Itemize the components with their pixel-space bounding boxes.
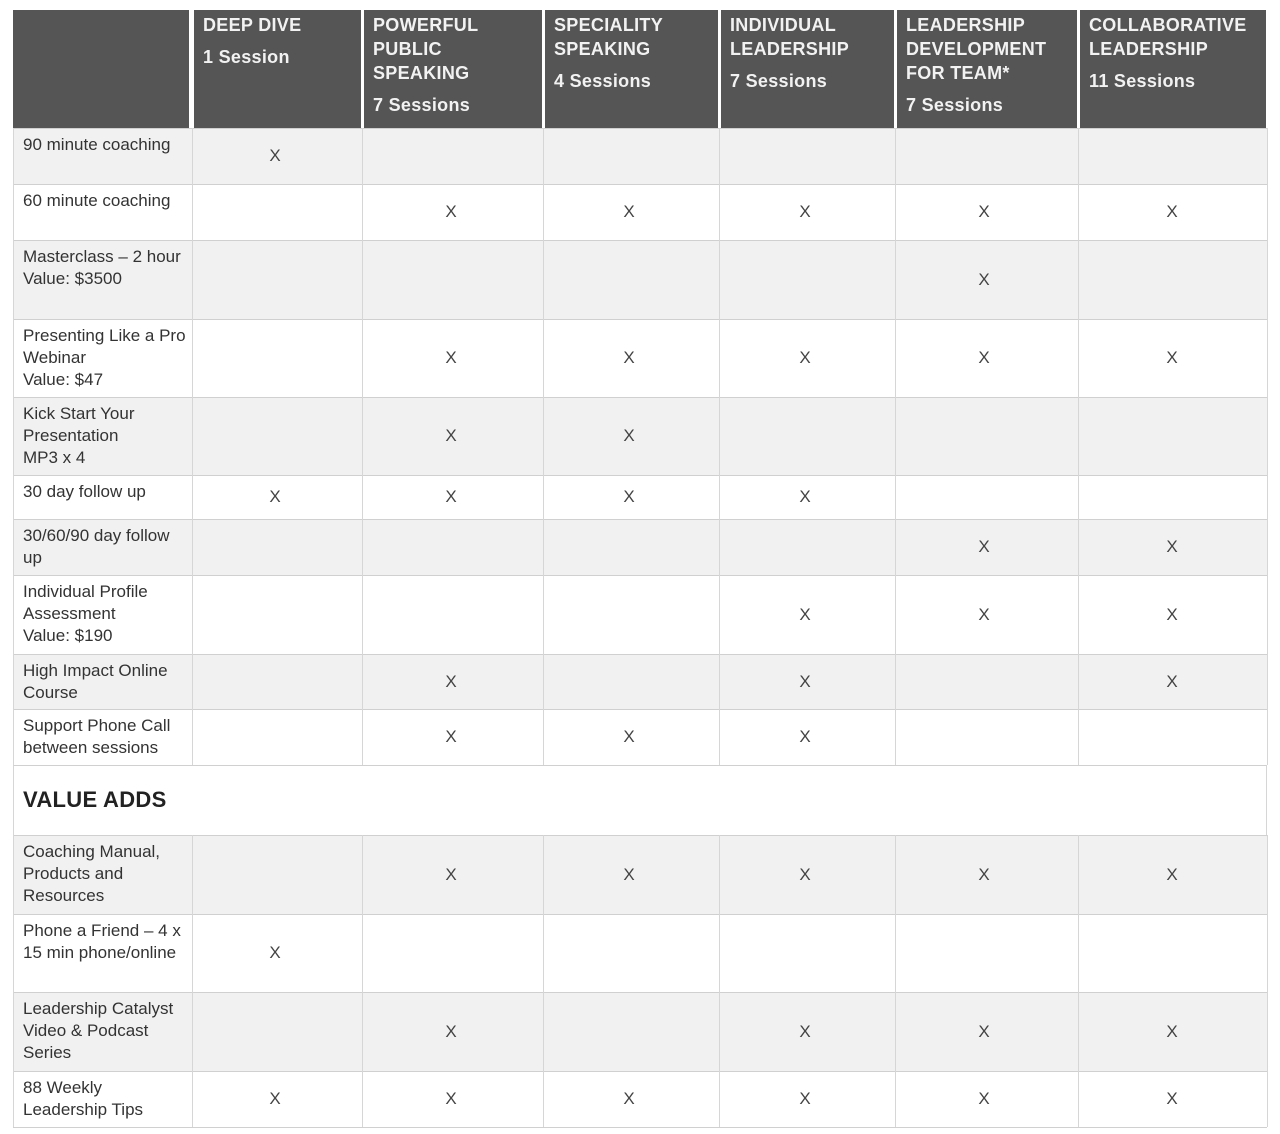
column-divider: [1078, 709, 1079, 765]
column-divider: [1078, 519, 1079, 575]
column-divider: [13, 575, 14, 654]
plan-header: [897, 10, 1077, 128]
included-mark: X: [623, 727, 635, 746]
column-divider: [192, 475, 193, 519]
column-divider: [1078, 835, 1079, 914]
column-divider: [362, 397, 363, 475]
column-divider: [192, 184, 193, 240]
column-divider: [13, 240, 14, 319]
plan-header: [721, 10, 894, 128]
column-divider: [543, 475, 544, 519]
included-mark: X: [799, 604, 811, 624]
included-mark: X: [623, 1089, 635, 1108]
plan-sessions: 7 Sessions: [906, 95, 1004, 115]
column-divider: [362, 575, 363, 654]
column-divider: [1267, 128, 1268, 184]
included-mark: X: [623, 864, 635, 884]
column-divider: [1078, 475, 1079, 519]
included-mark: X: [445, 727, 457, 746]
included-mark: X: [978, 1021, 990, 1041]
column-divider: [1267, 654, 1268, 709]
column-divider: [13, 654, 14, 709]
included-mark: X: [269, 1089, 281, 1108]
column-divider: [13, 835, 14, 914]
column-divider: [895, 575, 896, 654]
included-mark: X: [445, 671, 457, 691]
column-divider: [13, 184, 14, 240]
column-divider: [192, 1071, 193, 1127]
included-mark: X: [1166, 537, 1178, 556]
feature-label: Individual Profile Assessment Value: $190: [23, 582, 148, 645]
included-mark: X: [445, 202, 457, 221]
section-row: [13, 765, 1267, 835]
included-mark: X: [1166, 1021, 1178, 1041]
column-divider: [13, 914, 14, 992]
column-divider: [895, 128, 896, 184]
column-divider: [543, 709, 544, 765]
plan-name: LEADERSHIP DEVELOPMENT FOR TEAM*: [906, 15, 1047, 83]
column-divider: [362, 914, 363, 992]
feature-label: 30 day follow up: [23, 482, 146, 501]
column-divider: [1267, 914, 1268, 992]
column-divider: [192, 240, 193, 319]
plan-name: DEEP DIVE: [203, 15, 302, 35]
feature-label: Support Phone Call between sessions: [23, 716, 171, 757]
included-mark: X: [799, 864, 811, 884]
column-divider: [543, 319, 544, 397]
column-divider: [1078, 654, 1079, 709]
included-mark: X: [799, 1021, 811, 1041]
column-divider: [719, 1071, 720, 1127]
included-mark: X: [445, 348, 457, 367]
column-divider: [895, 519, 896, 575]
column-divider: [719, 319, 720, 397]
column-divider: [1078, 992, 1079, 1071]
feature-label: Kick Start Your Presentation MP3 x 4: [23, 404, 135, 467]
included-mark: X: [799, 202, 811, 221]
column-divider: [1267, 1071, 1268, 1127]
included-mark: X: [445, 1021, 457, 1041]
included-mark: X: [978, 202, 990, 221]
column-divider: [362, 709, 363, 765]
column-divider: [543, 184, 544, 240]
header-corner: [13, 10, 189, 128]
column-divider: [362, 1071, 363, 1127]
column-divider: [719, 914, 720, 992]
column-divider: [362, 475, 363, 519]
column-divider: [719, 397, 720, 475]
plan-sessions: 7 Sessions: [730, 71, 828, 91]
column-divider: [1078, 184, 1079, 240]
value-add-label: 88 Weekly Leadership Tips: [23, 1078, 144, 1119]
included-mark: X: [799, 671, 811, 691]
column-divider: [192, 709, 193, 765]
plan-header: [545, 10, 718, 128]
column-divider: [13, 319, 14, 397]
column-divider: [1078, 397, 1079, 475]
column-divider: [192, 992, 193, 1071]
column-divider: [895, 184, 896, 240]
included-mark: X: [445, 426, 457, 445]
column-divider: [1267, 575, 1268, 654]
column-divider: [1078, 1071, 1079, 1127]
column-divider: [192, 575, 193, 654]
included-mark: X: [799, 1089, 811, 1108]
feature-label: 90 minute coaching: [23, 135, 171, 154]
included-mark: X: [978, 348, 990, 367]
column-divider: [362, 654, 363, 709]
column-divider: [192, 654, 193, 709]
plan-header: [364, 10, 542, 128]
column-divider: [719, 519, 720, 575]
plan-sessions: 1 Session: [203, 47, 290, 67]
column-divider: [1078, 128, 1079, 184]
column-divider: [192, 128, 193, 184]
value-add-label: Coaching Manual, Products and Resources: [23, 842, 161, 905]
column-divider: [719, 128, 720, 184]
column-divider: [13, 397, 14, 475]
included-mark: X: [799, 348, 811, 367]
column-divider: [362, 835, 363, 914]
feature-label: High Impact Online Course: [23, 661, 168, 702]
value-add-label: Leadership Catalyst Video & Podcast Series: [23, 999, 174, 1062]
column-divider: [543, 575, 544, 654]
plan-name: SPECIALITY SPEAKING: [554, 15, 663, 59]
included-mark: X: [1166, 864, 1178, 884]
included-mark: X: [623, 348, 635, 367]
included-mark: X: [445, 864, 457, 884]
column-divider: [719, 240, 720, 319]
column-divider: [13, 992, 14, 1071]
plan-sessions: 4 Sessions: [554, 71, 652, 91]
column-divider: [1267, 319, 1268, 397]
plan-name: POWERFUL PUBLIC SPEAKING: [373, 15, 479, 83]
included-mark: X: [978, 1089, 990, 1108]
column-divider: [362, 319, 363, 397]
feature-label: Masterclass – 2 hour Value: $3500: [23, 247, 181, 288]
value-add-label: Phone a Friend – 4 x 15 min phone/online: [23, 921, 181, 962]
column-divider: [1078, 319, 1079, 397]
included-mark: X: [1166, 671, 1178, 691]
column-divider: [895, 992, 896, 1071]
column-divider: [1267, 475, 1268, 519]
column-divider: [1078, 575, 1079, 654]
included-mark: X: [978, 537, 990, 556]
column-divider: [362, 184, 363, 240]
column-divider: [1267, 835, 1268, 914]
included-mark: X: [978, 269, 990, 289]
included-mark: X: [799, 727, 811, 746]
included-mark: X: [445, 487, 457, 506]
plan-sessions: 7 Sessions: [373, 95, 471, 115]
plan-header: [1080, 10, 1266, 128]
column-divider: [895, 835, 896, 914]
included-mark: X: [799, 487, 811, 506]
included-mark: X: [623, 202, 635, 221]
included-mark: X: [623, 487, 635, 506]
column-divider: [895, 475, 896, 519]
column-divider: [895, 319, 896, 397]
column-divider: [719, 992, 720, 1071]
column-divider: [543, 992, 544, 1071]
feature-label: 60 minute coaching: [23, 191, 171, 210]
column-divider: [543, 835, 544, 914]
included-mark: X: [978, 604, 990, 624]
column-divider: [13, 519, 14, 575]
included-mark: X: [445, 1089, 457, 1108]
column-divider: [1267, 709, 1268, 765]
included-mark: X: [269, 943, 281, 962]
column-divider: [1078, 914, 1079, 992]
feature-label: 30/60/90 day follow up: [23, 526, 170, 567]
column-divider: [1267, 992, 1268, 1071]
column-divider: [543, 240, 544, 319]
column-divider: [895, 240, 896, 319]
column-divider: [543, 1071, 544, 1127]
column-divider: [13, 475, 14, 519]
column-divider: [543, 519, 544, 575]
included-mark: X: [1166, 348, 1178, 367]
included-mark: X: [269, 487, 281, 506]
column-divider: [192, 914, 193, 992]
column-divider: [719, 184, 720, 240]
column-divider: [719, 709, 720, 765]
column-divider: [1078, 240, 1079, 319]
column-divider: [1267, 240, 1268, 319]
column-divider: [192, 319, 193, 397]
column-divider: [719, 475, 720, 519]
column-divider: [362, 240, 363, 319]
column-divider: [362, 992, 363, 1071]
column-divider: [1267, 397, 1268, 475]
column-divider: [543, 654, 544, 709]
column-divider: [895, 1071, 896, 1127]
plan-sessions: 11 Sessions: [1089, 71, 1196, 91]
column-divider: [543, 128, 544, 184]
included-mark: X: [1166, 202, 1178, 221]
section-title: VALUE ADDS: [23, 787, 167, 812]
column-divider: [719, 835, 720, 914]
plan-name: INDIVIDUAL LEADERSHIP: [730, 15, 850, 59]
included-mark: X: [623, 426, 635, 445]
column-divider: [362, 128, 363, 184]
column-divider: [895, 914, 896, 992]
column-divider: [362, 519, 363, 575]
included-mark: X: [978, 864, 990, 884]
column-divider: [1267, 519, 1268, 575]
column-divider: [192, 519, 193, 575]
table-bottom-border: [13, 1127, 1267, 1128]
column-divider: [1267, 184, 1268, 240]
column-divider: [719, 575, 720, 654]
column-divider: [543, 397, 544, 475]
included-mark: X: [1166, 604, 1178, 624]
column-divider: [895, 709, 896, 765]
column-divider: [192, 835, 193, 914]
column-divider: [13, 709, 14, 765]
plan-name: COLLABORATIVE LEADERSHIP: [1089, 15, 1247, 59]
feature-label: Presenting Like a Pro Webinar Value: $47: [23, 326, 186, 389]
column-divider: [895, 397, 896, 475]
column-divider: [13, 128, 14, 184]
column-divider: [543, 914, 544, 992]
column-divider: [192, 397, 193, 475]
column-divider: [719, 654, 720, 709]
plan-header: [194, 10, 361, 128]
included-mark: X: [1166, 1089, 1178, 1108]
included-mark: X: [269, 146, 281, 165]
column-divider: [895, 654, 896, 709]
column-divider: [13, 1071, 14, 1127]
